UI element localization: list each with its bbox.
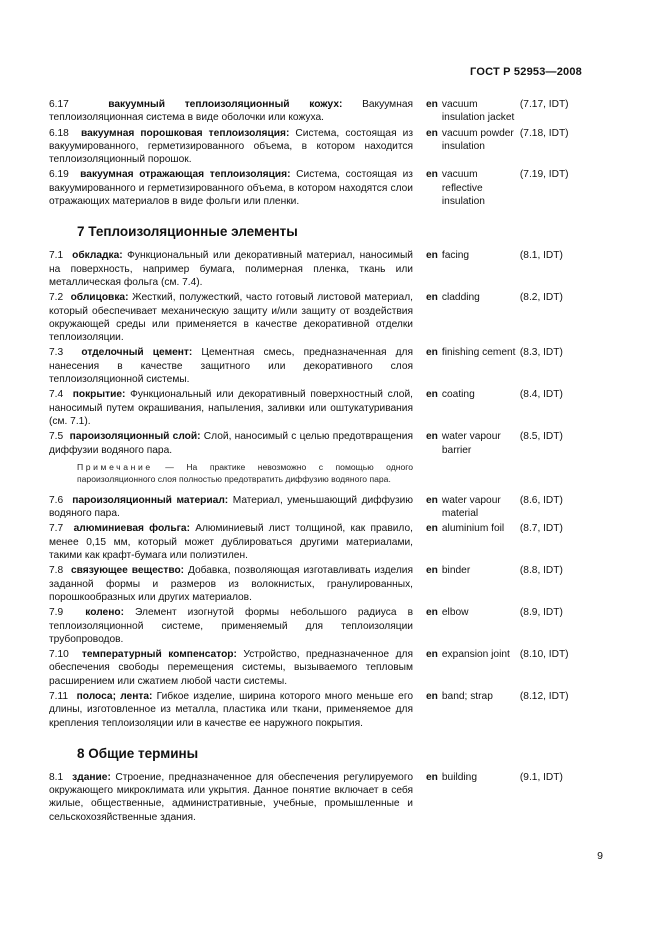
term-text: Алюминиевый лист толщиной, как правило, менее 0,15 мм, который может дублироваться другими материалами, такими как крафт-бумага или полиэтилен.: [49, 523, 413, 562]
term-number: 7.2: [49, 292, 64, 304]
term-definition: [49, 168, 413, 208]
term-entry: [49, 168, 589, 208]
english-term: finishing cement: [441, 347, 516, 359]
english-equivalent: [426, 127, 520, 154]
term-definition: [49, 127, 413, 167]
term-number: 7.6: [49, 494, 64, 506]
language-code: en: [426, 607, 438, 619]
document-body: [49, 98, 589, 826]
term-text: Система, состоящая из вакуумированного и герметизированного объема, в котором находятся слои отражающих материалов в виде фольги или пленки.: [49, 169, 413, 208]
term-text: Добавка, позволяющая изготавливать изделия заданной формы и размеров из волокнистых, гранулированных, порошкообразных или других материалов.: [49, 565, 413, 603]
term-entry: [49, 771, 589, 824]
term-text: Система, состоящая из вакуумированного, герметизированного объема, в котором находится теплоизоляционный порошок.: [49, 127, 413, 166]
term-text: Цементная смесь, предназначенная для нанесения в качестве защитного или декоративного слоя теплоизоляционной системы.: [49, 347, 414, 386]
term-title: связующее вещество:: [71, 565, 185, 577]
term-definition: [49, 771, 413, 824]
term-entry: [49, 606, 589, 646]
iso-reference: (8.8, IDT): [519, 565, 563, 577]
term-definition: [49, 690, 413, 730]
english-term: vacuum insulation jacket: [441, 99, 515, 124]
entries-section-6: [49, 98, 589, 208]
english-equivalent: [426, 690, 520, 703]
term-entry: [49, 291, 589, 344]
term-text: Функциональный или декоративный материал, наносимый на поверхность, например бумага, полимерная пленка, ткань или металлическая фольга (см. 7.4).: [49, 250, 413, 288]
english-equivalent: [426, 291, 520, 304]
term-entry: [49, 346, 589, 386]
iso-reference: (8.5, IDT): [519, 431, 563, 443]
term-text: Вакуумная теплоизоляционная система в виде оболочки или кожуха.: [49, 99, 413, 124]
term-title: вакуумная порошковая теплоизоляция:: [80, 127, 290, 139]
term-number: 7.8: [49, 565, 64, 577]
english-term: water vapour material: [441, 494, 501, 520]
term-entry: [49, 690, 589, 730]
english-equivalent: [426, 168, 520, 208]
section-8-heading: 8 Общие термины: [77, 745, 199, 761]
iso-reference: (8.2, IDT): [519, 292, 563, 304]
note: [49, 461, 413, 486]
english-term: vacuum powder insulation: [441, 127, 514, 152]
term-title: вакуумная отражающая теплоизоляция:: [80, 169, 291, 181]
language-code: en: [426, 347, 438, 359]
english-equivalent: [426, 388, 520, 401]
language-code: en: [426, 250, 438, 262]
term-number: 7.10: [49, 649, 69, 661]
language-code: en: [426, 431, 438, 443]
term-title: облицовка:: [70, 292, 129, 304]
iso-reference: (8.1, IDT): [519, 250, 563, 262]
term-entry: [49, 522, 589, 562]
english-equivalent: [426, 771, 520, 784]
language-code: en: [426, 690, 438, 702]
term-number: 7.11: [49, 690, 69, 702]
iso-reference: (7.19, IDT): [519, 169, 569, 181]
english-equivalent: [426, 430, 520, 457]
iso-reference: (7.17, IDT): [519, 99, 569, 110]
iso-reference: (8.12, IDT): [519, 690, 569, 702]
language-code: en: [426, 649, 438, 661]
term-entry: [49, 494, 589, 521]
term-title: отделочный цемент:: [81, 347, 193, 359]
iso-reference: (8.3, IDT): [519, 347, 563, 359]
iso-reference: (8.9, IDT): [519, 607, 563, 619]
term-entry: [49, 98, 589, 125]
term-title: алюминиевая фольга:: [73, 523, 190, 535]
english-term: elbow: [441, 607, 469, 619]
term-title: здание:: [72, 771, 111, 783]
term-text: Гибкое изделие, ширина которого много меньше его длины, изготовленное из металла, пластика или ткани, применяемое для крепления теплоизоляции или в качестве ее наружного покрытия.: [49, 690, 413, 729]
english-term: water vapour barrier: [441, 431, 501, 456]
english-term: cladding: [441, 292, 480, 304]
term-entry: [49, 249, 589, 289]
language-code: en: [426, 523, 438, 535]
term-number: 7.3: [49, 347, 64, 359]
term-number: 6.19: [49, 169, 69, 181]
english-term: coating: [441, 389, 475, 401]
term-title: температурный компенсатор:: [81, 649, 237, 661]
english-term: building: [441, 771, 478, 783]
english-equivalent: [426, 494, 520, 521]
language-code: en: [426, 389, 438, 401]
term-text: Материал, уменьшающий диффузию водяного пара.: [49, 494, 413, 520]
note-label: Примечание: [77, 461, 153, 472]
english-term: expansion joint: [441, 649, 510, 661]
term-definition: [49, 606, 413, 646]
term-text: Строение, предназначенное для обеспечения регулируемого окружающего микроклимата или укрытия. Данное понятие включает в себя жилые, общественные, административные, учебные, промышленные и сельскохозяйственные здания.: [49, 771, 413, 823]
language-code: en: [426, 127, 438, 139]
term-definition: [49, 522, 413, 562]
term-title: пароизоляционный слой:: [69, 431, 201, 443]
english-equivalent: [426, 648, 520, 661]
term-title: обкладка:: [72, 250, 123, 262]
term-definition: [49, 98, 413, 125]
english-equivalent: [426, 98, 520, 125]
english-equivalent: [426, 346, 520, 359]
term-number: 7.5: [49, 431, 64, 443]
english-equivalent: [426, 564, 520, 577]
term-entry: [49, 127, 589, 167]
iso-reference: (8.10, IDT): [519, 649, 569, 661]
term-title: вакуумный теплоизоляционный кожух:: [108, 99, 343, 110]
term-number: 7.9: [49, 607, 64, 619]
language-code: en: [426, 494, 438, 506]
term-entry: [49, 388, 589, 428]
entries-section-7b: [49, 494, 589, 730]
iso-reference: (8.7, IDT): [519, 523, 563, 535]
english-term: vacuum reflective insulation: [441, 169, 485, 208]
iso-reference: (8.6, IDT): [519, 494, 563, 506]
iso-reference: (7.18, IDT): [519, 127, 569, 139]
document-header: ГОСТ Р 52953—2008: [470, 66, 582, 78]
term-number: 7.7: [49, 523, 64, 535]
term-title: пароизоляционный материал:: [72, 494, 229, 506]
english-equivalent: [426, 249, 520, 262]
term-definition: [49, 388, 413, 428]
term-entry: [49, 648, 589, 688]
term-definition: [49, 291, 413, 344]
term-title: покрытие:: [72, 389, 126, 401]
language-code: en: [426, 771, 438, 783]
term-number: 6.18: [49, 127, 69, 139]
term-number: 8.1: [49, 771, 64, 783]
section-7-heading: 7 Теплоизоляционные элементы: [77, 224, 298, 240]
term-entry: [49, 564, 589, 604]
english-term: band; strap: [441, 690, 493, 702]
english-term: facing: [441, 250, 470, 262]
term-text: Жесткий, полужесткий, часто готовый листовой материал, который обеспечивает механическую защиту и/или защиту от воздействия окружающей среды или применяется в качестве декоративной отделки теплоизоляции.: [49, 292, 413, 344]
entries-section-8: [49, 771, 589, 824]
term-definition: [49, 430, 413, 457]
term-text: Устройство, предназначенное для обеспечения свободы перемещения системы, вызываемого тепловым расширением или сжатием любой части системы.: [49, 649, 413, 687]
term-text: Функциональный или декоративный поверхностный слой, наносимый путем окрашивания, напыления, заливки или оштукатуривания (см. 7.1).: [49, 389, 413, 427]
term-definition: [49, 648, 413, 688]
english-term: binder: [441, 565, 471, 577]
term-definition: [49, 346, 413, 386]
language-code: en: [426, 565, 438, 577]
page-number: 9: [597, 850, 603, 862]
term-text: Слой, наносимый с целью предотвращения диффузии водяного пара.: [49, 431, 413, 456]
term-number: 7.4: [49, 389, 64, 401]
term-number: 7.1: [49, 250, 64, 262]
term-title: полоса; лента:: [76, 690, 153, 702]
entries-section-7a: [49, 249, 589, 456]
language-code: en: [426, 292, 438, 304]
english-equivalent: [426, 606, 520, 619]
term-title: колено:: [85, 607, 124, 619]
term-definition: [49, 249, 413, 289]
language-code: en: [426, 169, 438, 181]
term-text: Элемент изогнутой формы небольшого радиуса в теплоизоляционной системе, применяемый для теплоизоляции трубопроводов.: [49, 607, 413, 645]
term-definition: [49, 494, 413, 521]
english-equivalent: [426, 522, 520, 535]
term-number: 6.17: [49, 99, 69, 110]
term-definition: [49, 564, 413, 604]
iso-reference: (8.4, IDT): [519, 389, 563, 401]
term-entry: [49, 430, 589, 457]
note-text: — На практике невозможно с помощью одного пароизоляционного слоя полностью предотвратить диффузию водяного пара.: [77, 461, 413, 485]
iso-reference: (9.1, IDT): [519, 771, 563, 783]
language-code: en: [426, 99, 438, 110]
english-term: aluminium foil: [441, 523, 505, 535]
